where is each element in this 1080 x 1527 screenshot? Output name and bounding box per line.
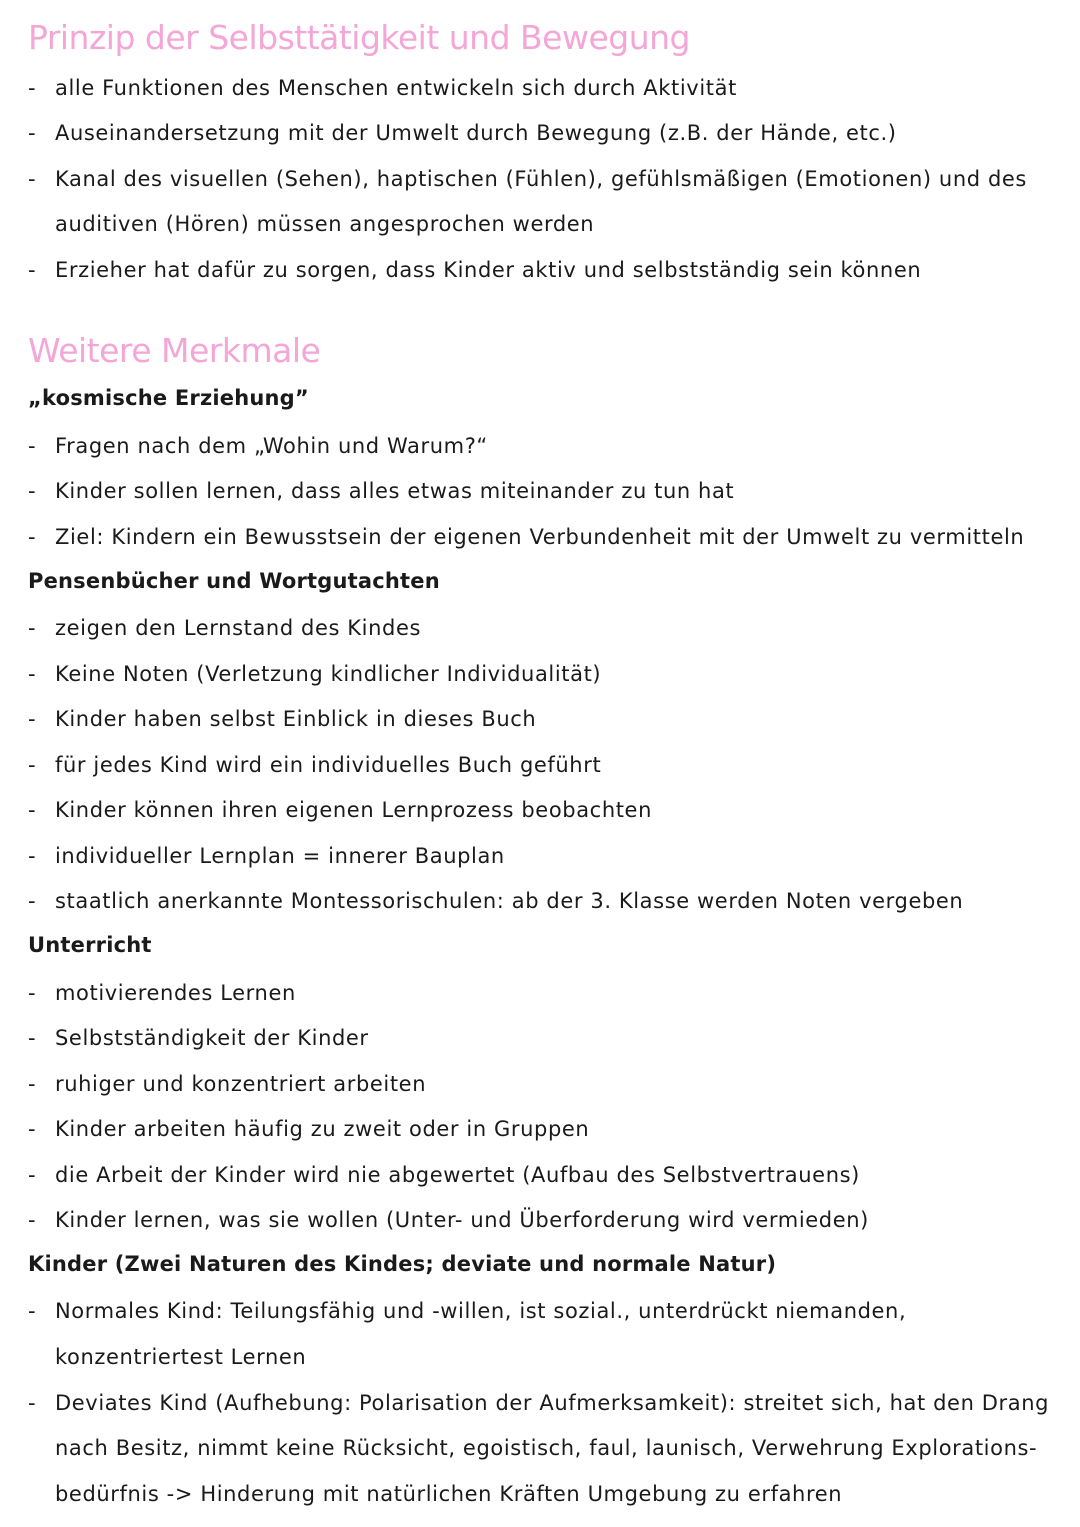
list-item-text: Keine Noten (Verletzung kindlicher Individualität): [55, 662, 602, 686]
bullet-dash: -: [28, 981, 37, 1005]
bullet-dash: -: [28, 889, 37, 913]
list-item-continuation: nach Besitz, nimmt keine Rücksicht, egoistisch, faul, launisch, Verwehrung Explorations-: [55, 1436, 1038, 1460]
bullet-dash: -: [28, 434, 37, 458]
bullet-dash: -: [28, 167, 37, 191]
list-item-text: Kinder lernen, was sie wollen (Unter- und Überforderung wird vermieden): [55, 1208, 869, 1232]
subheading-pensenbuecher: Pensenbücher und Wortgutachten: [28, 569, 440, 593]
bullet-dash: -: [28, 1163, 37, 1187]
list-item-text: Fragen nach dem „Wohin und Warum?“: [55, 434, 488, 458]
bullet-dash: -: [28, 662, 37, 686]
bullet-dash: -: [28, 1208, 37, 1232]
bullet-dash: -: [28, 525, 37, 549]
bullet-dash: -: [28, 479, 37, 503]
list-item-text: ruhiger und konzentriert arbeiten: [55, 1072, 427, 1096]
list-item-text: für jedes Kind wird ein individuelles Buch geführt: [55, 753, 602, 777]
list-item-continuation: bedürfnis -> Hinderung mit natürlichen Kräften Umgebung zu erfahren: [55, 1482, 843, 1506]
list-item-text: Deviates Kind (Aufhebung: Polarisation der Aufmerksamkeit): streitet sich, hat den Drang: [55, 1391, 1050, 1415]
list-item-continuation: auditiven (Hören) müssen angesprochen werden: [55, 212, 595, 236]
list-item-text: motivierendes Lernen: [55, 981, 296, 1005]
bullet-dash: -: [28, 616, 37, 640]
subheading-unterricht: Unterricht: [28, 933, 152, 957]
list-item-text: die Arbeit der Kinder wird nie abgewertet (Aufbau des Selbstvertrauens): [55, 1163, 860, 1187]
list-item-text: individueller Lernplan = innerer Bauplan: [55, 844, 505, 868]
subheading-kinder: Kinder (Zwei Naturen des Kindes; deviate und normale Natur): [28, 1252, 777, 1276]
subheading-kosmische-erziehung: „kosmische Erziehung”: [28, 386, 309, 410]
section-title-selbsttaetigkeit: Prinzip der Selbsttätigkeit und Bewegung: [28, 18, 690, 57]
list-item-text: Kinder können ihren eigenen Lernprozess beobachten: [55, 798, 652, 822]
bullet-dash: -: [28, 258, 37, 282]
list-item-text: alle Funktionen des Menschen entwickeln sich durch Aktivität: [55, 76, 737, 100]
bullet-dash: -: [28, 1299, 37, 1323]
bullet-dash: -: [28, 1026, 37, 1050]
list-item-text: Selbstständigkeit der Kinder: [55, 1026, 369, 1050]
list-item-text: staatlich anerkannte Montessorischulen: ab der 3. Klasse werden Noten vergeben: [55, 889, 964, 913]
bullet-dash: -: [28, 1117, 37, 1141]
bullet-dash: -: [28, 707, 37, 731]
list-item-text: Kinder sollen lernen, dass alles etwas miteinander zu tun hat: [55, 479, 735, 503]
bullet-dash: -: [28, 76, 37, 100]
list-item-continuation: konzentriertest Lernen: [55, 1345, 307, 1369]
list-item-text: Ziel: Kindern ein Bewusstsein der eigenen Verbundenheit mit der Umwelt zu vermitteln: [55, 525, 1025, 549]
section-title-weitere-merkmale: Weitere Merkmale: [28, 331, 321, 370]
bullet-dash: -: [28, 753, 37, 777]
list-item-text: Kanal des visuellen (Sehen), haptischen (Fühlen), gefühlsmäßigen (Emotionen) und des: [55, 167, 1027, 191]
bullet-dash: -: [28, 1391, 37, 1415]
bullet-dash: -: [28, 121, 37, 145]
list-item-text: zeigen den Lernstand des Kindes: [55, 616, 422, 640]
bullet-dash: -: [28, 1072, 37, 1096]
list-item-text: Kinder arbeiten häufig zu zweit oder in Gruppen: [55, 1117, 590, 1141]
bullet-dash: -: [28, 798, 37, 822]
list-item-text: Erzieher hat dafür zu sorgen, dass Kinder aktiv und selbstständig sein können: [55, 258, 922, 282]
list-item-text: Normales Kind: Teilungsfähig und -willen, ist sozial., unterdrückt niemanden,: [55, 1299, 907, 1323]
bullet-dash: -: [28, 844, 37, 868]
list-item-text: Kinder haben selbst Einblick in dieses Buch: [55, 707, 537, 731]
list-item-text: Auseinandersetzung mit der Umwelt durch Bewegung (z.B. der Hände, etc.): [55, 121, 897, 145]
